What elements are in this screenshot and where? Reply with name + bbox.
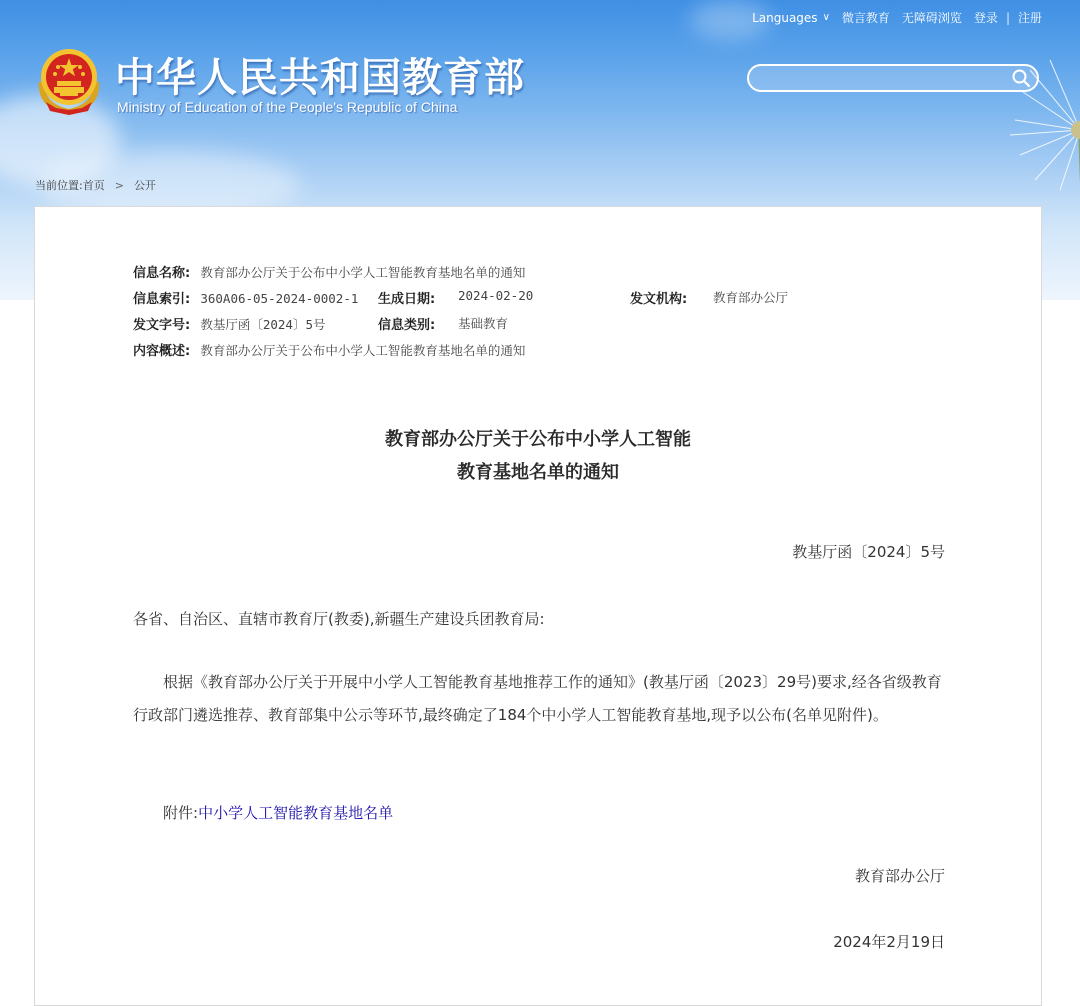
- info-category-label: 信息类别:: [378, 318, 436, 333]
- languages-menu[interactable]: [752, 11, 830, 25]
- document-title: [35, 423, 1041, 489]
- search-input[interactable]: [761, 69, 1005, 89]
- info-category-value: 基础教育: [458, 316, 509, 331]
- meta-row-name: [133, 262, 525, 288]
- document-date: 2024年2月19日: [833, 933, 945, 951]
- nav-separator: |: [1005, 10, 1010, 25]
- top-nav: [740, 9, 1042, 26]
- issuing-org-value: 教育部办公厅: [713, 290, 789, 305]
- register-link[interactable]: 注册: [1017, 11, 1042, 25]
- meta-row-summary: [133, 340, 525, 366]
- attachment-link[interactable]: 中小学人工智能教育基地名单: [198, 804, 394, 822]
- document-paragraph: 根据《教育部办公厅关于开展中小学人工智能教育基地推荐工作的通知》(教基厅函〔2023〕29号)要求,经各省级教育行政部门遴选推荐、教育部集中公示等环节,最终确定了184个中小学人工智能教育基地,现予以公布(名单见附件)。: [133, 673, 942, 724]
- breadcrumb: [35, 177, 156, 193]
- breadcrumb-home-link[interactable]: 首页: [82, 179, 105, 192]
- document-greeting: 各省、自治区、直辖市教育厅(教委),新疆生产建设兵团教育局:: [133, 610, 545, 628]
- summary-label: 内容概述:: [133, 344, 191, 359]
- document-number: 教基厅函〔2024〕5号: [792, 543, 945, 561]
- site-title[interactable]: 中华人民共和国教育部: [115, 55, 525, 101]
- doc-number-label: 发文字号:: [133, 318, 191, 333]
- breadcrumb-prefix: 当前位置:: [35, 179, 83, 192]
- weibo-link[interactable]: 微言教育: [841, 11, 890, 25]
- attachment-label: 附件:: [163, 804, 199, 822]
- gen-date-label: 生成日期:: [378, 292, 436, 307]
- info-index-value: 360A06-05-2024-0002-1: [200, 291, 359, 306]
- issuing-org-label: 发文机构:: [630, 292, 688, 307]
- search-icon[interactable]: [1011, 68, 1031, 88]
- accessible-browse-link[interactable]: 无障碍浏览: [901, 11, 962, 25]
- attachment-line: [133, 797, 945, 830]
- info-name-label: 信息名称:: [133, 266, 191, 281]
- document-title-line-1: 教育部办公厅关于公布中小学人工智能: [385, 429, 691, 450]
- languages-label: Languages: [752, 10, 818, 25]
- national-emblem-icon[interactable]: [36, 44, 102, 116]
- doc-number-value: 教基厅函〔2024〕5号: [200, 317, 326, 332]
- breadcrumb-arrow: >: [114, 179, 124, 192]
- summary-value: 教育部办公厅关于公布中小学人工智能教育基地名单的通知: [200, 343, 526, 358]
- gen-date-value: 2024-02-20: [458, 288, 534, 303]
- info-index-label: 信息索引:: [133, 292, 191, 307]
- document-title-line-2: 教育基地名单的通知: [457, 462, 619, 483]
- info-name-value: 教育部办公厅关于公布中小学人工智能教育基地名单的通知: [200, 265, 526, 280]
- content-panel: [34, 206, 1042, 1006]
- document-issuer: 教育部办公厅: [854, 867, 945, 885]
- breadcrumb-current-link[interactable]: 公开: [133, 179, 156, 192]
- meta-row-docno: [133, 314, 525, 340]
- info-metadata: [133, 262, 789, 366]
- login-link[interactable]: 登录: [973, 11, 998, 25]
- search-box: [747, 64, 1039, 92]
- meta-row-index: [133, 288, 789, 314]
- site-subtitle: Ministry of Education of the People's Republic of China: [117, 99, 458, 115]
- chevron-down-icon: ∨: [822, 12, 830, 23]
